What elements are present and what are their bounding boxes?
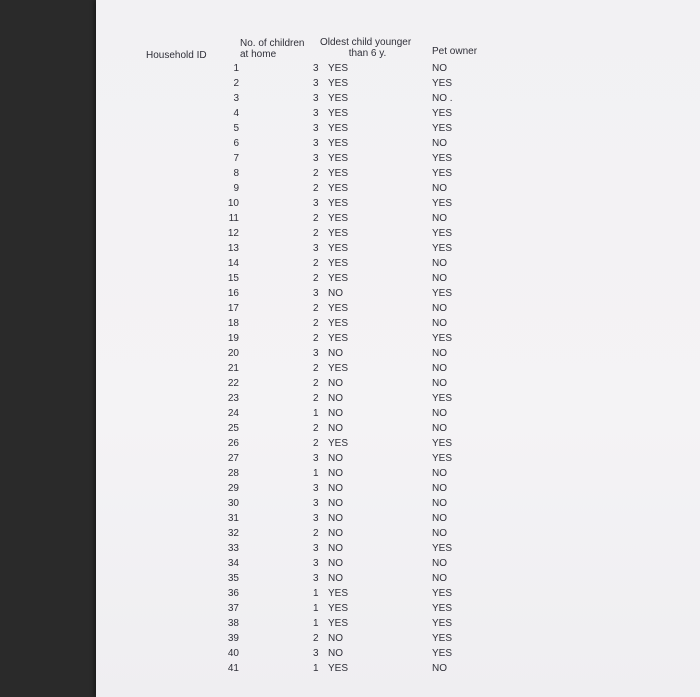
oldest-under-6-cell: YES	[328, 318, 349, 329]
pet-owner-cell: NO	[432, 468, 447, 479]
oldest-under-6-cell: YES	[328, 438, 349, 449]
oldest-under-6-cell: NO	[328, 378, 343, 389]
children-count-cell: 2	[313, 213, 319, 224]
household-id-cell: 27	[227, 453, 239, 464]
table-row	[96, 121, 700, 136]
household-id-cell: 35	[227, 573, 239, 584]
oldest-under-6-cell: YES	[328, 258, 349, 269]
table-row	[96, 91, 700, 106]
children-count-cell: 3	[313, 63, 319, 74]
oldest-under-6-cell: YES	[328, 138, 349, 149]
pet-owner-cell: YES	[432, 603, 453, 614]
children-count-cell: 3	[313, 93, 319, 104]
pet-owner-cell: YES	[432, 78, 453, 89]
household-id-cell: 37	[227, 603, 239, 614]
pet-owner-cell: NO	[432, 558, 447, 569]
household-id-cell: 40	[227, 648, 239, 659]
pet-owner-cell: YES	[432, 243, 453, 254]
pet-owner-cell: YES	[432, 228, 453, 239]
household-id-cell: 16	[227, 288, 239, 299]
oldest-under-6-cell: YES	[328, 168, 349, 179]
pet-owner-cell: YES	[432, 453, 453, 464]
household-id-cell: 15	[227, 273, 239, 284]
household-id-cell: 11	[228, 213, 239, 224]
pet-owner-cell: NO	[432, 258, 447, 269]
table-row	[96, 256, 700, 271]
oldest-under-6-cell: YES	[328, 78, 349, 89]
children-count-cell: 3	[313, 558, 319, 569]
children-count-cell: 2	[313, 333, 319, 344]
pet-owner-cell: YES	[432, 648, 453, 659]
header-pet-owner: Pet owner	[432, 46, 478, 57]
oldest-under-6-cell: NO	[328, 453, 343, 464]
oldest-under-6-cell: NO	[328, 513, 343, 524]
household-id-cell: 22	[227, 378, 239, 389]
household-id-cell: 30	[227, 498, 239, 509]
pet-owner-cell: NO	[432, 408, 447, 419]
oldest-under-6-cell: NO	[328, 648, 343, 659]
children-count-cell: 2	[313, 318, 319, 329]
children-count-cell: 3	[313, 288, 319, 299]
pet-owner-cell: NO	[432, 663, 447, 674]
household-id-cell: 24	[227, 408, 239, 419]
children-count-cell: 3	[313, 543, 319, 554]
table-row	[96, 391, 700, 406]
oldest-under-6-cell: YES	[328, 213, 349, 224]
household-id-cell: 33	[227, 543, 239, 554]
oldest-under-6-cell: YES	[328, 228, 349, 239]
children-count-cell: 3	[313, 453, 319, 464]
table-row	[96, 271, 700, 286]
oldest-under-6-cell: NO	[328, 483, 343, 494]
pet-owner-cell: NO	[432, 63, 447, 74]
children-count-cell: 3	[313, 123, 319, 134]
pet-owner-cell: YES	[432, 393, 453, 404]
oldest-under-6-cell: YES	[328, 93, 349, 104]
household-id-cell: 4	[233, 108, 239, 119]
children-count-cell: 1	[313, 618, 319, 629]
children-count-cell: 3	[313, 483, 319, 494]
table-row	[96, 631, 700, 646]
household-id-cell: 10	[227, 198, 239, 209]
children-count-cell: 3	[313, 348, 319, 359]
oldest-under-6-cell: YES	[328, 243, 349, 254]
household-id-cell: 34	[227, 558, 239, 569]
pet-owner-cell: YES	[432, 168, 453, 179]
children-count-cell: 2	[313, 378, 319, 389]
oldest-under-6-cell: NO	[328, 288, 343, 299]
household-id-cell: 28	[227, 468, 239, 479]
household-id-cell: 39	[227, 633, 239, 644]
table-row	[96, 241, 700, 256]
oldest-under-6-cell: YES	[328, 183, 349, 194]
header-children-line1: No. of children	[240, 38, 305, 49]
table-row	[96, 316, 700, 331]
oldest-under-6-cell: NO	[328, 348, 343, 359]
household-id-cell: 2	[233, 78, 239, 89]
oldest-under-6-cell: NO	[328, 498, 343, 509]
pet-owner-cell: YES	[432, 123, 453, 134]
children-count-cell: 3	[313, 153, 319, 164]
oldest-under-6-cell: NO	[328, 558, 343, 569]
children-count-cell: 1	[313, 603, 319, 614]
header-oldest-line2: than 6 y.	[348, 48, 387, 59]
children-count-cell: 3	[313, 648, 319, 659]
household-id-cell: 8	[233, 168, 239, 179]
oldest-under-6-cell: NO	[328, 408, 343, 419]
pet-owner-cell: NO	[432, 303, 447, 314]
document-page	[96, 0, 700, 697]
household-id-cell: 20	[227, 348, 239, 359]
table-row	[96, 586, 700, 601]
table-row	[96, 466, 700, 481]
table-row	[96, 166, 700, 181]
pet-owner-cell: NO	[432, 483, 447, 494]
pet-owner-cell: NO	[432, 423, 447, 434]
table-row	[96, 406, 700, 421]
oldest-under-6-cell: YES	[328, 303, 349, 314]
table-row	[96, 151, 700, 166]
children-count-cell: 2	[313, 438, 319, 449]
pet-owner-cell: NO	[432, 348, 447, 359]
table-row	[96, 436, 700, 451]
table-row	[96, 601, 700, 616]
household-id-cell: 1	[233, 63, 239, 74]
oldest-under-6-cell: YES	[328, 153, 349, 164]
children-count-cell: 2	[313, 183, 319, 194]
pet-owner-cell: YES	[432, 588, 453, 599]
pet-owner-cell: NO	[432, 378, 447, 389]
pet-owner-cell: YES	[432, 108, 453, 119]
pet-owner-cell: NO	[432, 573, 447, 584]
table-row	[96, 196, 700, 211]
children-count-cell: 2	[313, 633, 319, 644]
table-row	[96, 61, 700, 76]
household-id-cell: 12	[227, 228, 239, 239]
children-count-cell: 2	[313, 258, 319, 269]
table-row	[96, 556, 700, 571]
pet-owner-cell: NO	[432, 183, 447, 194]
table-row	[96, 646, 700, 661]
household-id-cell: 9	[233, 183, 239, 194]
household-id-cell: 25	[227, 423, 239, 434]
oldest-under-6-cell: YES	[328, 363, 349, 374]
household-id-cell: 6	[233, 138, 239, 149]
table-row	[96, 346, 700, 361]
oldest-under-6-cell: YES	[328, 63, 349, 74]
household-id-cell: 29	[227, 483, 239, 494]
oldest-under-6-cell: YES	[328, 123, 349, 134]
oldest-under-6-cell: NO	[328, 543, 343, 554]
children-count-cell: 3	[313, 138, 319, 149]
children-count-cell: 1	[313, 663, 319, 674]
table-row	[96, 481, 700, 496]
pet-owner-cell: YES	[432, 543, 453, 554]
household-id-cell: 21	[227, 363, 239, 374]
children-count-cell: 3	[313, 108, 319, 119]
pet-owner-cell: NO	[432, 138, 447, 149]
children-count-cell: 2	[313, 363, 319, 374]
table-row	[96, 331, 700, 346]
table-row	[96, 211, 700, 226]
oldest-under-6-cell: YES	[328, 198, 349, 209]
pet-owner-cell: NO	[432, 528, 447, 539]
children-count-cell: 3	[313, 513, 319, 524]
pet-owner-cell: YES	[432, 633, 453, 644]
household-id-cell: 13	[227, 243, 239, 254]
oldest-under-6-cell: YES	[328, 108, 349, 119]
header-children-line2: at home	[240, 49, 277, 60]
oldest-under-6-cell: YES	[328, 333, 349, 344]
pet-owner-cell: YES	[432, 153, 453, 164]
children-count-cell: 1	[313, 588, 319, 599]
pet-owner-cell: NO	[432, 318, 447, 329]
oldest-under-6-cell: NO	[328, 633, 343, 644]
children-count-cell: 3	[313, 198, 319, 209]
pet-owner-cell: YES	[432, 333, 453, 344]
table-row	[96, 451, 700, 466]
pet-owner-cell: NO	[432, 213, 447, 224]
pet-owner-cell: NO	[432, 513, 447, 524]
household-id-cell: 36	[227, 588, 239, 599]
header-oldest-line1: Oldest child younger	[320, 37, 412, 48]
household-id-cell: 3	[233, 93, 239, 104]
table-row	[96, 376, 700, 391]
children-count-cell: 2	[313, 393, 319, 404]
oldest-under-6-cell: YES	[328, 273, 349, 284]
children-count-cell: 1	[313, 408, 319, 419]
household-id-cell: 19	[227, 333, 239, 344]
household-id-cell: 26	[227, 438, 239, 449]
children-count-cell: 2	[313, 228, 319, 239]
table-row	[96, 301, 700, 316]
children-count-cell: 2	[313, 423, 319, 434]
children-count-cell: 2	[313, 528, 319, 539]
table-row	[96, 511, 700, 526]
household-id-cell: 5	[233, 123, 239, 134]
table-row	[96, 526, 700, 541]
children-count-cell: 3	[313, 243, 319, 254]
table-row	[96, 616, 700, 631]
household-id-cell: 23	[227, 393, 239, 404]
children-count-cell: 3	[313, 498, 319, 509]
household-id-cell: 17	[227, 303, 239, 314]
children-count-cell: 3	[313, 78, 319, 89]
children-count-cell: 2	[313, 273, 319, 284]
oldest-under-6-cell: NO	[328, 573, 343, 584]
oldest-under-6-cell: YES	[328, 618, 349, 629]
household-id-cell: 32	[227, 528, 239, 539]
header-household-id: Household ID	[146, 50, 207, 61]
household-id-cell: 7	[233, 153, 239, 164]
oldest-under-6-cell: NO	[328, 423, 343, 434]
oldest-under-6-cell: YES	[328, 588, 349, 599]
table-row	[96, 106, 700, 121]
oldest-under-6-cell: YES	[328, 663, 349, 674]
oldest-under-6-cell: YES	[328, 603, 349, 614]
table-row	[96, 661, 700, 676]
table-row	[96, 76, 700, 91]
pet-owner-cell: YES	[432, 288, 453, 299]
table-row	[96, 286, 700, 301]
pet-owner-cell: NO	[432, 498, 447, 509]
pet-owner-cell: NO .	[432, 93, 453, 104]
table-row	[96, 136, 700, 151]
oldest-under-6-cell: NO	[328, 393, 343, 404]
children-count-cell: 2	[313, 303, 319, 314]
household-id-cell: 38	[227, 618, 239, 629]
household-id-cell: 41	[227, 663, 239, 674]
table-row	[96, 181, 700, 196]
pet-owner-cell: YES	[432, 618, 453, 629]
oldest-under-6-cell: NO	[328, 468, 343, 479]
table-row	[96, 226, 700, 241]
children-count-cell: 1	[313, 468, 319, 479]
table-row	[96, 361, 700, 376]
pet-owner-cell: NO	[432, 273, 447, 284]
household-id-cell: 14	[227, 258, 239, 269]
table-row	[96, 421, 700, 436]
oldest-under-6-cell: NO	[328, 528, 343, 539]
household-id-cell: 18	[227, 318, 239, 329]
pet-owner-cell: NO	[432, 363, 447, 374]
table-row	[96, 571, 700, 586]
children-count-cell: 3	[313, 573, 319, 584]
pet-owner-cell: YES	[432, 198, 453, 209]
table-row	[96, 496, 700, 511]
children-count-cell: 2	[313, 168, 319, 179]
pet-owner-cell: YES	[432, 438, 453, 449]
household-id-cell: 31	[227, 513, 239, 524]
table-row	[96, 541, 700, 556]
